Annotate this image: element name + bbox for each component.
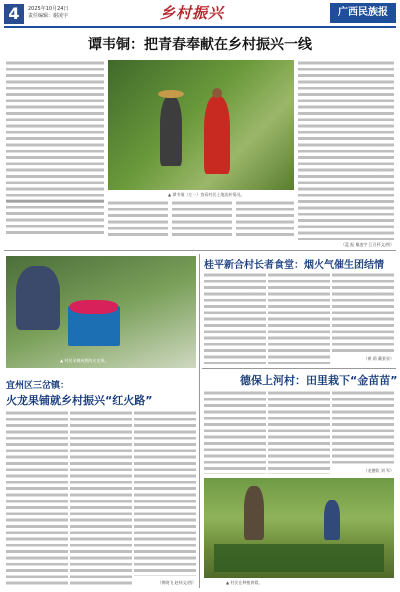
editor-credit: 责任编辑：谢凌宇: [28, 13, 69, 19]
column-divider: [199, 254, 200, 588]
lead-text-col-1: [6, 60, 104, 205]
right-top-col-3: [332, 272, 394, 354]
left-story-col-1: [6, 410, 68, 586]
dragon-fruit-photo: [6, 256, 196, 368]
dragon-fruit-caption: ▲ 村民采摘成熟的火龙果。: [60, 358, 109, 363]
farmer-figure: [16, 266, 60, 330]
crop-rows: [214, 544, 384, 572]
header-rule: [4, 26, 396, 28]
lead-headline: 谭韦铜：把青春奉献在乡村振兴一线: [88, 37, 312, 53]
lead-text-col-2: [108, 200, 168, 238]
dragon-fruit-pile: [70, 300, 118, 314]
lead-photo: [108, 60, 294, 190]
newspaper-brand: 广西民族报: [330, 3, 396, 23]
planter-figure: [244, 486, 264, 540]
left-story-title-1: 宜州区三岔镇：: [6, 381, 70, 391]
section-divider: [4, 250, 396, 251]
left-story-col-2: [70, 410, 132, 586]
lead-text-col-4: [298, 60, 394, 240]
right-divider: [202, 368, 396, 369]
left-story-byline: （黄晓飞 赵伟文/图）: [157, 580, 196, 585]
right-bottom-col-3: [332, 390, 394, 466]
lead-text-col-3b: [236, 200, 294, 238]
planter-figure-2: [324, 500, 340, 540]
lead-byline: （蓝 振 谢凌宇 江召杯文/图）: [340, 242, 394, 247]
lead-text-col-1b: [6, 198, 104, 234]
right-bottom-col-1: [204, 390, 266, 474]
right-bottom-byline: （龙德钦 刘 军）: [363, 468, 394, 473]
person-vest-figure: [204, 96, 230, 174]
right-top-col-2: [268, 272, 330, 364]
planting-caption: ▲ 村民在种植黄精。: [226, 580, 263, 585]
right-bottom-col-2: [268, 390, 330, 474]
person-head: [212, 88, 222, 98]
lead-text-col-3: [172, 200, 232, 238]
person-figure: [160, 96, 182, 166]
section-title: 乡村振兴: [160, 4, 225, 22]
right-top-byline: （黄 莉 戴景泉）: [363, 356, 394, 361]
right-top-col-1: [204, 272, 266, 364]
right-bottom-title: 德保上河村：田里栽下“金苗苗”: [240, 374, 398, 387]
left-story-col-3: [134, 410, 196, 576]
left-story-title-2: 火龙果铺就乡村振兴“红火路”: [6, 394, 153, 407]
issue-date: 2025年10月24日: [28, 6, 69, 12]
straw-hat: [158, 90, 184, 98]
planting-photo: [204, 478, 394, 578]
page-number: 4: [4, 4, 24, 24]
lead-photo-caption: ▲ 谭韦铜（左一）查看村民土地流转情况。: [168, 192, 245, 197]
right-top-title: 桂平新合村长者食堂：烟火气催生团结情: [204, 260, 384, 271]
